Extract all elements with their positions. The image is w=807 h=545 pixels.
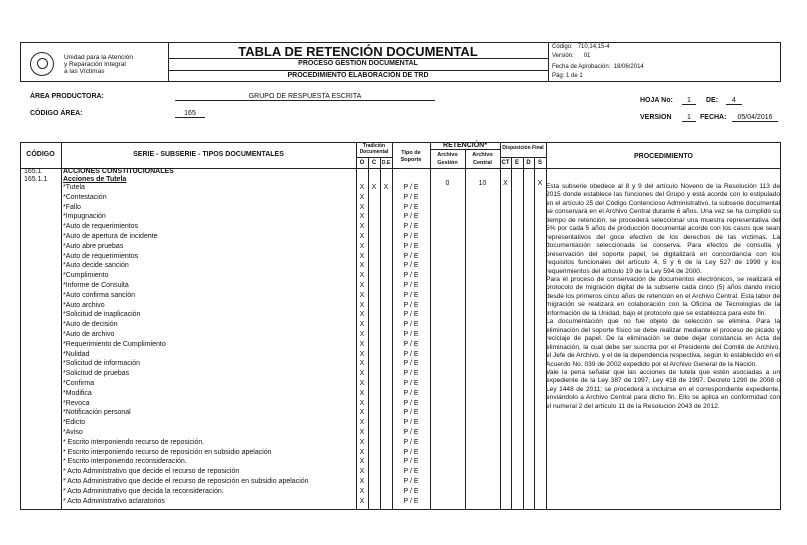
o-mark: X: [359, 438, 365, 446]
document-type-name: *Requerimiento de Cumplimiento: [63, 340, 166, 348]
d-header: D: [526, 160, 531, 166]
document-type-name: * Acto Administrativo aclaratorios: [63, 497, 165, 505]
document-type-name: *Impugnación: [63, 213, 106, 221]
document-type-name: *Auto de decisión: [63, 321, 118, 329]
date-label: FECHA:: [700, 114, 727, 121]
document-type-name: * Acto Administrativo que decida la reconsideración.: [63, 487, 224, 495]
o-mark: X: [359, 458, 365, 466]
support-type: P / E: [403, 272, 419, 280]
table-row: [0, 428, 807, 438]
document-type-name: *Modifica: [63, 389, 92, 397]
document-type-name: *Auto de requerimientos: [63, 252, 139, 260]
code-header: CÓDIGO: [26, 151, 55, 158]
procedure-header: PROCEDIMIENTO: [634, 153, 693, 160]
document-type-name: *Confirma: [63, 380, 95, 387]
o-mark: X: [359, 419, 365, 427]
table-row: [0, 457, 807, 467]
o-mark: X: [359, 311, 365, 319]
o-mark: X: [359, 223, 365, 231]
table-row: [0, 467, 807, 477]
sheet-label: HOJA No:: [640, 97, 673, 104]
o-mark: X: [359, 478, 365, 485]
sheet-value: 1: [682, 97, 696, 105]
document-type-name: *Auto confirma sanción: [63, 291, 135, 299]
retention-header: RETENCIÓN*: [443, 142, 487, 149]
document-type-name: *Auto decide sanción: [63, 262, 129, 270]
retention-ac: 10: [478, 180, 487, 187]
code-area-label: CÓDIGO ÁREA:: [30, 110, 83, 117]
o-mark: X: [359, 252, 365, 260]
document-type-name: *Tutela: [63, 184, 85, 191]
area-label: ÁREA PRODUCTORA:: [30, 93, 104, 100]
support-type: P / E: [403, 340, 419, 348]
area-value: GRUPO DE RESPUESTA ESCRITA: [175, 93, 435, 101]
document-type-name: *Auto abre pruebas: [63, 242, 124, 250]
support-type: P / E: [403, 242, 419, 250]
approval-meta: Fecha de Aprobación: 18/06/2014: [552, 64, 644, 70]
o-mark: X: [359, 272, 365, 280]
tradition-header: Tradición Documental: [359, 143, 389, 155]
document-type-name: *Auto de requerimientos: [63, 223, 139, 231]
support-type: P / E: [403, 233, 419, 240]
document-type-name: * Acto Administrativo que decide el recurso de reposición en subsidio apelación: [63, 478, 309, 485]
o-mark: X: [359, 242, 365, 250]
support-type: P / E: [403, 311, 419, 319]
support-type: P / E: [403, 389, 419, 397]
document-type-name: *Nulidad: [63, 350, 90, 358]
document-type-name: *Fallo: [63, 203, 81, 211]
disposition-ct: X: [503, 180, 508, 187]
disposition-header: Disposición Final: [502, 145, 544, 151]
support-type: P / E: [403, 331, 419, 338]
de-header: D.E: [381, 160, 391, 166]
version-label: VERSION: [640, 114, 672, 121]
of-label: DE:: [706, 97, 719, 104]
support-type: P / E: [403, 409, 419, 417]
support-type: P / E: [403, 478, 419, 485]
table-row: [0, 477, 807, 487]
entity-name: Unidad para la Atención y Reparación Integral a las Víctimas: [64, 54, 134, 75]
disposition-s: X: [537, 180, 543, 187]
document-type-name: *Auto de archivo: [63, 331, 115, 338]
s-header: S: [537, 160, 542, 166]
procedure-name: PROCEDIMIENTO ELABORACIÓN DE TRD: [287, 72, 429, 79]
o-mark: X: [359, 340, 365, 348]
o-mark: X: [359, 213, 365, 221]
document-type-name: * Escrito interponiendo reconsideración.: [63, 458, 187, 466]
o-mark: X: [359, 184, 365, 191]
series-name: ACCIONES CONSTITUCIONALES: [63, 168, 174, 175]
retention-ag: 0: [445, 180, 450, 187]
document-title: TABLA DE RETENCIÓN DOCUMENTAL: [238, 44, 478, 59]
support-type: P / E: [403, 370, 419, 378]
e-header: E: [514, 160, 519, 166]
archive-central-header: Archivo Central: [472, 152, 493, 166]
ct-header: CT: [501, 160, 510, 166]
o-mark: X: [359, 389, 365, 397]
support-type: P / E: [403, 321, 419, 329]
support-type: P / E: [403, 262, 419, 270]
o-mark: X: [359, 380, 365, 387]
support-type: P / E: [403, 291, 419, 299]
support-type: P / E: [403, 184, 419, 191]
document-type-name: *Solicitud de pruebas: [63, 370, 130, 378]
document-type-name: *Aviso: [63, 429, 83, 436]
o-mark: X: [359, 262, 365, 270]
table-row: [0, 487, 807, 497]
page-meta: Pág: 1 de 1: [552, 73, 583, 79]
document-type-name: * Acto Administrativo que decide el recurso de reposición: [63, 468, 240, 476]
support-type: P / E: [403, 487, 419, 495]
o-header: O: [359, 160, 365, 166]
date-value: 05/04/2016: [732, 114, 778, 122]
support-type: P / E: [403, 380, 419, 387]
o-mark: X: [359, 370, 365, 378]
table-row: [0, 448, 807, 458]
table-row: [0, 418, 807, 428]
code-meta: Código: 710,14,15-4: [552, 44, 610, 50]
o-mark: X: [359, 282, 365, 289]
support-type: P / E: [403, 193, 419, 201]
document-type-name: *Edicto: [63, 419, 86, 427]
document-type-name: *Auto archivo: [63, 301, 105, 309]
o-mark: X: [359, 497, 365, 505]
o-mark: X: [359, 233, 365, 240]
support-type: P / E: [403, 429, 419, 436]
o-mark: X: [359, 448, 365, 456]
document-type-name: *Revoca: [63, 399, 90, 407]
support-type: P / E: [403, 252, 419, 260]
table-row: [0, 497, 807, 507]
subseries-name: Acciones de Tutela: [63, 176, 127, 183]
procedure-text: Esta subserie obedece al 8 y 9 del artículo Noveno de la Resolución 113 de 2015 donde establece las funciones del Grupo y está acorde con lo estipulado en el artículo 25 del Código Contencioso Administrativo, la subserie documental se conservará en el Archivo Central durante 6 años. Una vez se ha cumplido su tiempo de retención, se procederá seleccionar una muestra representativa del 5% por cada 5 años de producción documental acorde con los casos que sean representativos del goce efectivo de los derechos de las víctimas. La documentación seleccionada se conserva. Para efectos de consulta y preservación del soporte papel, se digitalizará en concordancia con los requisitos funcionales del artículo 4, 5 y 6 de la Ley 527 de 1999 y los requerimientos del artículo 19 de la Ley 594 de 2000. Para el proceso de conservación de documentos electrónicos, se realizará el protocolo de migración digital de la subserie cada cinco (5) años dando inicio desde los primeros cinco años de retención en el Archivo Central. Esta labor de migración se realizará en colaboración con la Oficina de Tecnologías de la Información de la Unidad, bajo el protocolo que se establezca para este fin. La documentación que no fue objeto de selección se elimina. Para la eliminación del soporte físico se debe realizar mediante el proceso de picado y reciclaje de papel. De la eliminación se debe dejar constancia en Acta de eliminación, la cual debe ser suscrita por el Presidente del Comité de Archivo, el Jefe de Archivo, y el de la dependencia respectiva, según lo establecido en el Acuerdo No. 039 de 2002 expedido por el Archivo General de la Nación. Vale la pena señalar que las acciones de tutela que estén asociadas a un expediente de la Ley 387 de 1997, Ley 418 de 1997, Decreto 1290 de 2008 o Ley 1448 de 2011; se procederá a incluirse en el correspondiente expediente, enviándolo a Archivo Central para dicho fin. Ello se aplica en conformidad con el numeral 2 del artículo 11 de la Resolución 2043 de 2012.: [546, 183, 780, 410]
o-mark: X: [359, 203, 365, 211]
version-value: 1: [682, 114, 696, 122]
c-header: C: [371, 160, 377, 166]
support-type: P / E: [403, 458, 419, 466]
code-area-value: 165: [175, 110, 205, 118]
o-mark: X: [359, 193, 365, 201]
support-type: P / E: [403, 223, 419, 231]
support-type: P / E: [403, 419, 419, 427]
document-type-name: *Contestación: [63, 193, 107, 201]
de-mark: X: [383, 184, 389, 191]
support-type: P / E: [403, 497, 419, 505]
series-header: SERIE - SUBSERIE - TIPOS DOCUMENTALES: [133, 151, 284, 158]
support-type: P / E: [403, 360, 419, 368]
o-mark: X: [359, 321, 365, 329]
c-mark: X: [371, 184, 377, 191]
table-row: [0, 438, 807, 448]
document-type-name: * Escrito interponiendo recurso de reposición.: [63, 438, 205, 446]
document-type-name: *Informe de Consulta: [63, 282, 129, 289]
o-mark: X: [359, 409, 365, 417]
o-mark: X: [359, 399, 365, 407]
support-type: P / E: [403, 468, 419, 476]
archive-mgmt-header: Archivo Gestión: [437, 152, 458, 166]
support-type: P / E: [403, 350, 419, 358]
support-header: Tipo de Soporte: [400, 150, 422, 163]
support-type: P / E: [403, 448, 419, 456]
support-type: P / E: [403, 399, 419, 407]
o-mark: X: [359, 360, 365, 368]
support-type: P / E: [403, 438, 419, 446]
o-mark: X: [359, 301, 365, 309]
document-type-name: *Cumplimiento: [63, 272, 109, 280]
series-code: 165.1: [24, 168, 42, 175]
document-type-name: * Escrito interponiendo recurso de reposición en subsidio apelación: [63, 448, 272, 456]
document-type-name: *Auto de apertura de incidente: [63, 233, 158, 240]
document-type-name: *Solicitud de información: [63, 360, 141, 368]
o-mark: X: [359, 331, 365, 338]
support-type: P / E: [403, 282, 419, 289]
document-type-name: *Solicitud de inaplicación: [63, 311, 141, 319]
version-meta: Versión: 01: [552, 53, 591, 59]
support-type: P / E: [403, 203, 419, 211]
o-mark: X: [359, 468, 365, 476]
process-name: PROCESO GESTIÓN DOCUMENTAL: [298, 60, 418, 67]
support-type: P / E: [403, 301, 419, 309]
o-mark: X: [359, 350, 365, 358]
o-mark: X: [359, 429, 365, 436]
of-value: 4: [726, 97, 742, 105]
o-mark: X: [359, 291, 365, 299]
subseries-code: 165.1.1: [24, 176, 48, 183]
o-mark: X: [359, 487, 365, 495]
document-type-name: *Notificación personal: [63, 409, 131, 417]
support-type: P / E: [403, 213, 419, 221]
